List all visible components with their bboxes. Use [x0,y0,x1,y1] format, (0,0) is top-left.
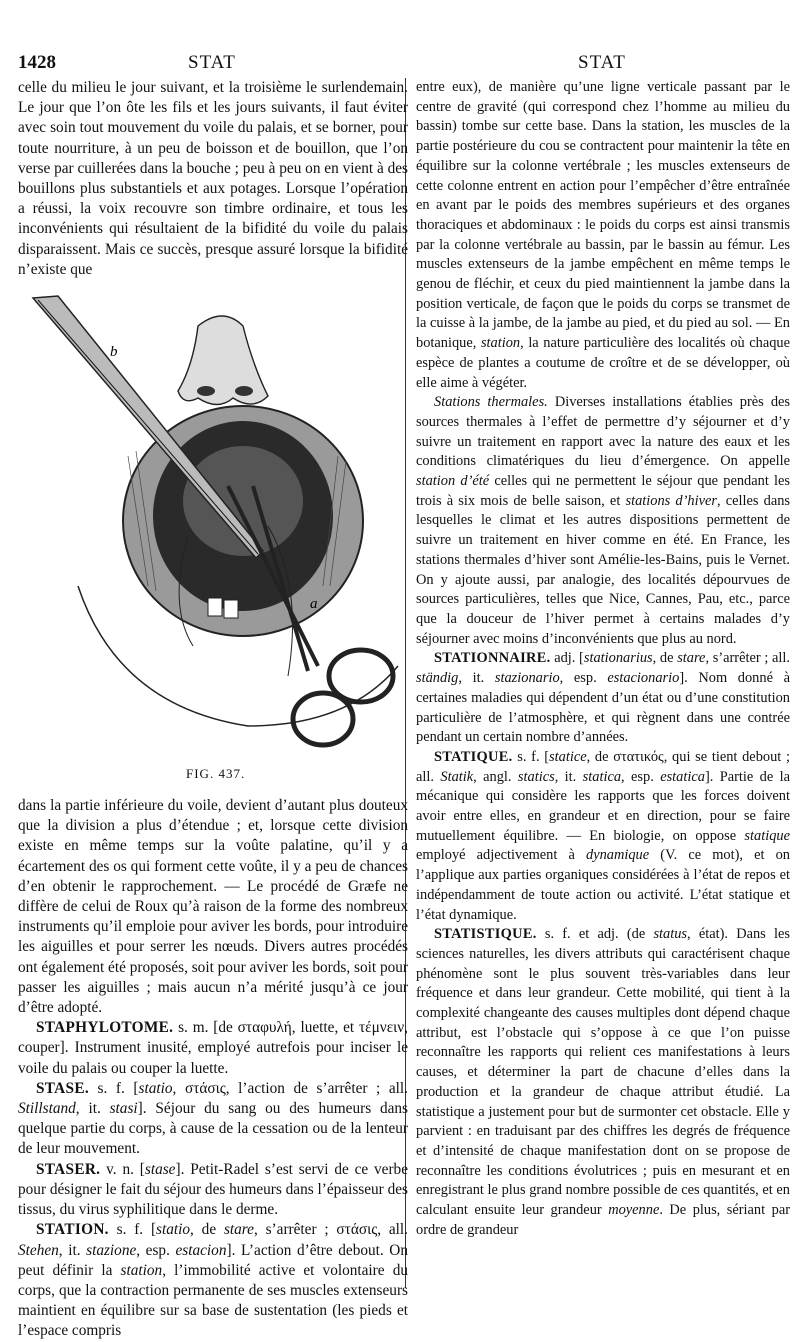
entry-station-continuation [416,78,790,393]
entry-text: , de [190,1221,224,1239]
entry-staser [18,1160,408,1221]
entry-text: ]. Petit-Radel s’est servi de ce verbe pour désigner le fait du séjour des humeurs dans l’épaisseur des tissus, du virus syphilitique dans le derme. [18,1160,408,1219]
entry-text-italic: station d’été [416,473,490,490]
entry-statistique [416,925,790,1240]
entry-text-italic: stations d’hiver [625,492,717,509]
entry-text-italic: estatica [660,768,705,785]
entry-text: celles qui ne permettent le séjour que pendant les trois à six mois de belle saison, et [416,473,790,509]
entry-headword: STAPHYLOTOME. [36,1019,174,1037]
page-number: 1428 [18,52,56,73]
figure-caption: FIG. 437. [186,766,246,782]
entry-text-italic: statio [138,1079,173,1097]
entry-text: , de στατικός, qui se tient debout ; all. [416,748,790,785]
entry-text-italic: moyenne [608,1202,660,1219]
entry-text-italic: stazione [86,1241,137,1259]
entry-text: , s’arrêter ; στάσις, all. [253,1221,408,1239]
entry-text-italic: ständig [416,670,459,687]
left-column [18,78,408,1342]
figure-437 [18,286,408,796]
surgical-illustration [18,286,408,796]
entry-text: Diverses installations établies près des sources thermales à l’effet de permettre d’y séjourner et d’y suivre un traitement en rapport avec la nature des eaux et les conditions climatériques du lieu d’émergence. On appelle [416,394,790,470]
subentry-heading: Stations thermales. [434,394,548,411]
entry-text: , angl. [473,768,518,785]
entry-stationnaire [416,649,790,748]
entry-text: ]. Séjour du sang ou des humeurs dans quelque partie du corps, à cause de la cessation ou de la lenteur de leur mouvement. [18,1100,409,1158]
entry-text: , it. [75,1100,110,1118]
entry-station [18,1220,408,1341]
entry-statique [416,748,790,925]
entry-text-italic: dynamique [586,847,650,864]
entry-text-italic: estacion [175,1241,227,1259]
entry-headword: STATION. [36,1221,109,1239]
entry-text: s. f. [ [108,1221,157,1239]
entry-text: v. n. [ [100,1160,145,1178]
entry-headword: STATISTIQUE. [434,926,537,943]
entry-text: , it. [554,768,583,785]
entry-text-italic: stasi [109,1100,138,1118]
entry-text-italic: stare [677,650,706,667]
entry-text-italic: statica [582,768,622,785]
entry-text: adj. [ [550,650,584,667]
entry-text: s. f. et adj. (de [536,926,654,943]
paragraph-voile: dans la partie inférieure du voile, devient d’autant plus douteux que la division a plus d’étendue ; et, lorsque cette division existe en même temps sur la voûte palatine, qu’il y a écartement des os qui forment cette voûte, il y a peu de chances d’en obtenir le rapprochement. — Le procédé de Græfe ne diffère de celui de Roux qu’à raison de la forme des nombreux instruments qu’il emploie pour aviver les bords, pour introduire les aiguilles et pour serrer les nœuds. Divers autres procédés ont également été proposés, soit pour aviver les bords, soit pour passer les aiguilles ; mais aucun n’a mérité jusqu’à ce jour d’être adopté. [18,797,408,1017]
entry-text: , s’arrêter ; all. [705,650,790,667]
entry-text: s. m. [de σταφυλή, luette, et τέμνειν, couper]. Instrument inusité, employé autrefois pour inciser le voile du palais ou couper la luette. [18,1019,408,1077]
entry-text-italic: Stillstand [18,1100,76,1118]
entry-text: ]. Partie de la mécanique qui considère les rapports que les forces doivent avoir entre elles, en grandeur et en direction, pour se faire mutuellement équilibre. — En biologie, on oppose [416,768,791,844]
entry-headword: STASER. [36,1160,101,1178]
entry-text: , la nature particulière des localités où chaque espèce de plantes a coutume de croître et de se développer, où elle aime à végéter. [416,335,790,391]
entry-text-italic: stase [144,1160,176,1178]
entry-text-italic: Stehen [18,1241,59,1259]
entry-text: , it. [458,670,495,687]
entry-text-italic: Statik [440,768,474,785]
entry-text-italic: stationarius [583,650,653,667]
entry-staphylotome [18,1018,408,1079]
entry-text: s. f. [ [512,748,550,765]
right-column [416,78,790,1240]
entry-text: , esp. [621,768,661,785]
entry-text: , état). Dans les sciences naturelles, les divers attributs qui caractérisent chaque phénomène sont le plus souvent très-variables dans leur fréquence et dans leur grandeur. Cette mobilité, qui tient à la complexité changeante des causes multiples dont dépend chaque attribut, est l’obstacle qui s’oppose à ce que l’on puisse reconnaître les rapports qui relient ces manifestations à leurs causes, et déterminer la part de chacune d’elles dans la production et la grandeur de chaque attribut étudié. La statistique a justement pour but de surmonter cet obstacle. Elle y parvient : en traduisant par des chiffres les degrés de fréquence et d’intensité de chaque manifestation dont on se propose de reconnaître les conditions évolutrices ; puis en mesurant et en enregistrant le plus grand nombre possible de ces quantités, et en calculant ensuite leur grandeur [416,926,790,1219]
entry-text-italic: statics [517,768,555,785]
entry-text: , esp. [136,1241,176,1259]
entry-text-italic: statio [156,1221,191,1239]
entry-stase [18,1079,408,1160]
subentry-stations-thermales [416,393,790,649]
entry-text: , it. [58,1241,87,1259]
entry-text-italic: status [653,926,688,943]
entry-text-italic: statique [744,827,790,844]
entry-text: , esp. [559,670,608,687]
figure-label-b: b [110,344,118,361]
running-head-right: STAT [578,52,626,73]
entry-text-italic: station [120,1261,163,1279]
entry-headword: STATIONNAIRE. [434,650,551,667]
entry-text: , de [652,650,678,667]
entry-text-italic: statice [549,748,587,765]
entry-text-italic: stazionario [494,670,560,687]
figure-label-a: a [310,596,318,613]
page-header [0,52,800,78]
entry-headword: STATIQUE. [434,748,513,765]
entry-text-italic: estacionario [607,670,680,687]
entry-text-italic: stare [223,1221,254,1239]
paragraph-continuation: celle du milieu le jour suivant, et la troisième le surlendemain. Le jour que l’on ôte les fils et les jours suivants, il faut éviter avec soin tout mouvement du voile du palais, et se borner, pour toute nourriture, à un peu de boisson et de bouillon, que l’on verse par cuillerées dans la bouche ; peu à peu on en vient à des bouillons plus substantiels et aux potages. Lorsque l’opération a réussi, la voix recouvre son timbre ordinaire, et tous les inconvénients qui résultaient de la bifidité du voile du palais disparaissent. Mais ce succès, presque assuré lorsque la bifidité n’existe que [18,79,408,278]
running-head-left: STAT [188,52,236,73]
entry-text: . De plus, sériant par ordre de grandeur [416,1202,790,1238]
entry-text: entre eux), de manière qu’une ligne verticale passant par le centre de gravité (qui correspond chez l’homme au milieu du bassin) tombe sur cette base. Dans la station, les muscles de la partie postérieure du cou se contractent pour maintenir la tête en équilibre sur la colonne vertébrale ; les muscles extenseurs de cette colonne entrent en action pour l’empêcher d’être entraînée en avant par le poids des membres supérieurs et des organes thoraciques et abdominaux : le poids du corps est ainsi transmis par la colonne vertébrale au bassin, par le bassin au fémur. Les muscles extenseurs de la jambe empêchent en même temps le genou de fléchir, et ceux du pied maintiennent la jambe dans la position verticale, de façon que le poids du corps se transmet de la cuisse à la jambe, de la jambe au pied, et du pied au sol. — En botanique, [416,79,790,352]
entry-text: , celles dans lesquelles le climat et les autres dispositions permettent de suivre un traitement en hiver comme en été. En France, les stations thermales d’hiver sont Amélie-les-Bains, puis le Vernet. On y ajoute aussi, par analogie, des localités dépourvues de sources particulières, telles que Nice, Cannes, Pau, etc., parce que la douceur de l’hiver permet à certains malades d’y séjourner avec moins d’inconvénients que plus au nord. [416,492,791,647]
entry-text: , στάσις, l’action de s’arrêter ; all. [172,1079,409,1097]
entry-text: ]. L’action d’être debout. On peut définir la [18,1241,408,1279]
entry-text-italic: station [480,335,521,352]
entry-text: s. f. [ [88,1079,139,1097]
entry-text: ]. Nom donné à certaines maladies qui dépendent d’un état ou d’une constitution particulière de l’atmosphère, et qui règnent dans une contrée pendant un certain nombre d’années. [416,670,790,746]
entry-text: employé adjectivement à [416,847,586,864]
entry-headword: STASE. [36,1079,89,1097]
entry-text: (V. ce mot), et on l’applique aux parties organiques considérées à l’état de repos et indépendamment de toute action ou activité. L’état statique et l’état dynamique. [416,847,790,923]
entry-text: , l’immobilité active et volontaire du corps, que la contraction permanente de ses muscles extenseurs maintient en équilibre sur sa base de sustentation (les pieds et l’espace compris [18,1261,408,1340]
